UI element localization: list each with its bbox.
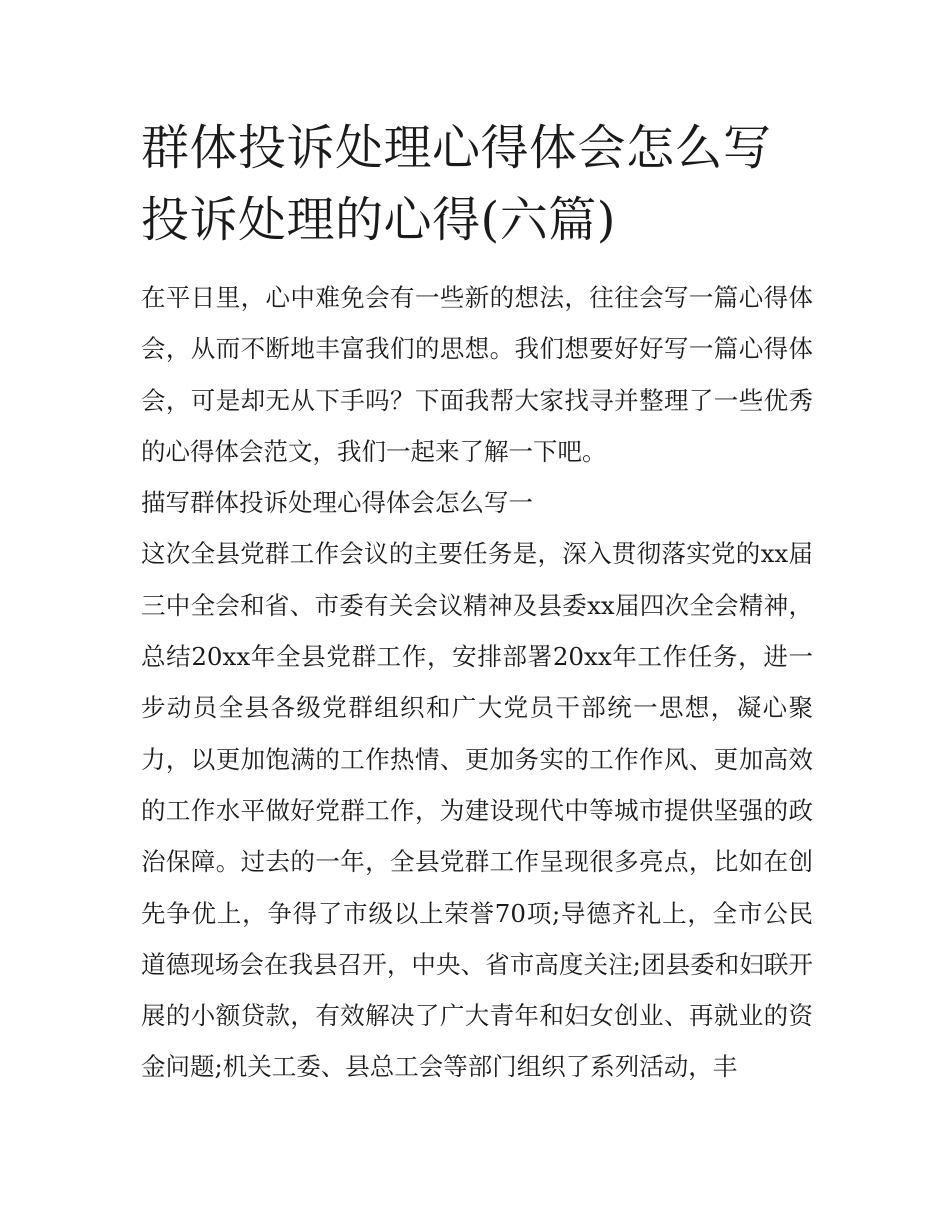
intro-paragraph: 在平日里，心中难免会有一些新的想法，往往会写一篇心得体会，从而不断地丰富我们的思想。我们想要好好写一篇心得体会，可是却无从下手吗？下面我帮大家找寻并整理了一些优秀的心得体会范文，我们一起来了解一下吧。: [141, 283, 813, 466]
section-paragraph: 这次全县党群工作会议的主要任务是，深入贯彻落实党的xx届三中全会和省、市委有关会议精神及县委xx届四次全会精神，总结20xx年全县党群工作，安排部署20xx年工作任务，进一步动员全县各级党群组织和广大党员干部统一思想，凝心聚力，以更加饱满的工作热情、更加务实的工作作风、更加高效的工作水平做好党群工作，为建设现代中等城市提供坚强的政治保障。过去的一年，全县党群工作呈现很多亮点，比如在创先争优上，争得了市级以上荣誉70项;导德齐礼上，全市公民道德现场会在我县召开，中央、省市高度关注;团县委和妇联开展的小额贷款，有效解决了广大青年和妇女创业、再就业的资金问题;机关工委、县总工会等部门组织了系列活动，丰: [141, 539, 813, 1082]
document-content: [141, 112, 813, 1093]
section-heading: 描写群体投诉处理心得体会怎么写一: [141, 488, 533, 518]
document-title: 群体投诉处理心得体会怎么写投诉处理的心得(六篇): [141, 120, 772, 248]
